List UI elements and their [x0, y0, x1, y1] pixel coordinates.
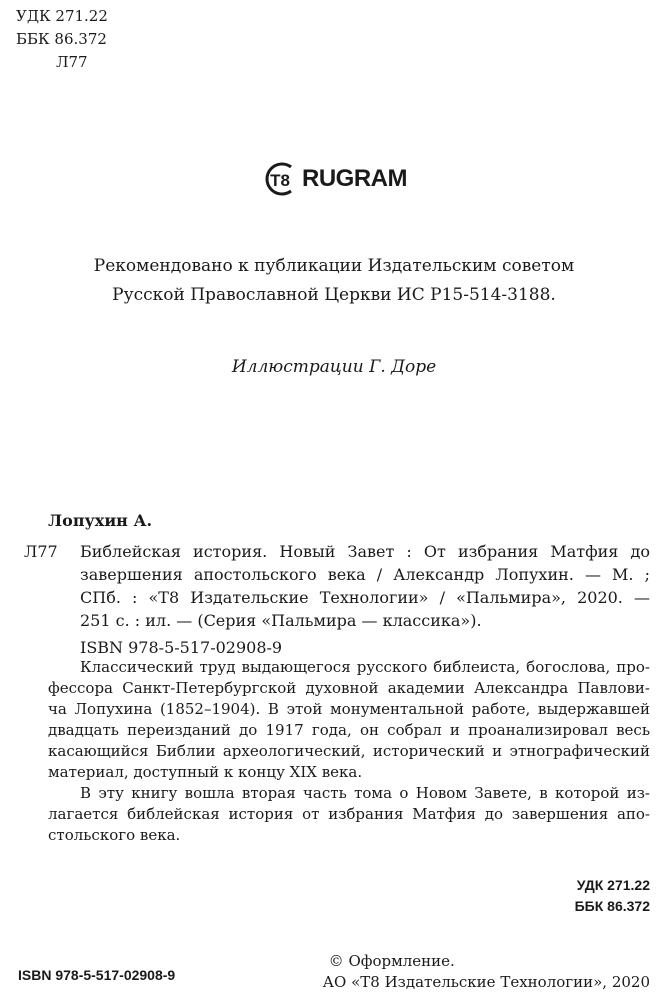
abstract-p2-line-1: В эту книгу вошла вторая часть тома о Новом Завете, в которой из- [80, 784, 650, 802]
copyright-line-2: АО «Т8 Издательские Технологии», 2020 [322, 973, 650, 991]
catalog-label: Л77 [24, 542, 58, 561]
abstract-p1-line-2: фессора Санкт-Петербургской духовной академии Александра Павлови- [48, 679, 650, 697]
abstract-p1-line-3: ча Лопухина (1852–1904). В этой монументальной работе, выдержавшей [48, 700, 650, 718]
bottom-udk: УДК 271.22 [576, 877, 650, 893]
recommendation-line-1: Рекомендовано к публикации Издательским советом [93, 256, 575, 276]
catalog-entry [0, 540, 650, 659]
copyright-line-1: © Оформление. [328, 952, 455, 970]
abstract-p1-line-4: двадцать переизданий до 1917 года, он собрал и проанализировал весь [48, 721, 650, 739]
logo-name: RUGRAM [302, 165, 407, 192]
catalog-line-2: завершения апостольского века / Александр Лопухин. — М. ; [80, 565, 650, 584]
recommendation-line-2: Русской Православной Церкви ИС Р15-514-3188. [112, 285, 556, 305]
abstract-p2-line-2: лагается библейская история от избрания Матфия до завершения апо- [48, 805, 650, 823]
author-heading: Лопухин А. [48, 511, 153, 530]
logo-badge-text: T8 [270, 171, 290, 190]
header-udk: УДК 271.22 [16, 7, 108, 25]
copyright [323, 951, 650, 993]
abstract-p1-line-5: касающийся Библии археологический, исторический и этнографический [48, 742, 650, 760]
abstract-p2-line-3: стольского века. [48, 826, 181, 844]
bottom-isbn: ISBN 978-5-517-02908-9 [18, 967, 176, 983]
catalog-isbn: ISBN 978-5-517-02908-9 [80, 638, 283, 657]
t8-badge-icon [261, 162, 299, 196]
header-bbk: ББК 86.372 [16, 30, 107, 48]
header-author-mark: Л77 [56, 53, 88, 71]
abstract-p1-line-1: Классический труд выдающегося русского библеиста, богослова, про- [80, 658, 650, 676]
catalog-line-3: СПб. : «Т8 Издательские Технологии» / «Пальмира», 2020. — [80, 588, 650, 607]
catalog-line-4: 251 с. : ил. — (Серия «Пальмира — классика»). [80, 611, 482, 630]
catalog-line-1: Библейская история. Новый Завет : От избрания Матфия до [80, 542, 650, 561]
abstract-p1-line-6: материал, доступный к концу XIX века. [48, 763, 363, 781]
illustrations-credit: Иллюстрации Г. Доре [231, 357, 437, 377]
publisher-logo [0, 162, 668, 196]
bottom-bbk: ББК 86.372 [574, 898, 650, 914]
abstract [48, 657, 650, 846]
bottom-codes [575, 875, 650, 917]
